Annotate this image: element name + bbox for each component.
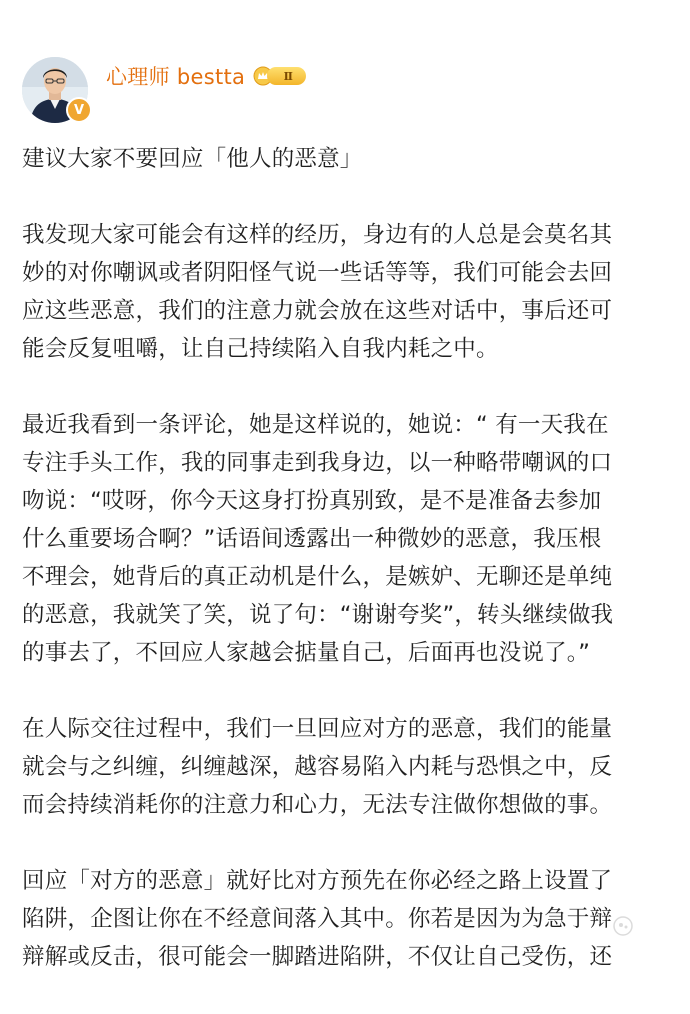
post-title: 建议大家不要回应「他人的恶意」 [22,146,363,172]
post-paragraph: 最近我看到一条评论，她是这样说的，她说：“ 有一天我在 专注手头工作，我的同事走到我身边，以一种略带嘲讽的口 吻说：“哎呀，你今天这身打扮真别致，是不是准备去参加 什么重要场合啊？”话语间透露出一种微妙的恶意，我压根 不理会，她背后的真正动机是什么，是嫉妒、无聊还是单纯 的恶意，我就笑了笑，说了句：“谢谢夸奖”，转头继续做我 的事去了，不回应人家越会掂量自己，后面再也没说了。” [22,412,614,666]
post-header [22,50,662,120]
author-name[interactable]: 心理师 bestta [106,65,246,89]
author-avatar[interactable] [22,57,88,123]
post-paragraph: 在人际交往过程中，我们一旦回应对方的恶意，我们的能量 就会与之纠缠，纠缠越深，越容易陷入内耗与恐惧之中，反 而会持续消耗你的注意力和心力，无法专注做你想做的事。 [22,716,613,818]
post-paragraph: 我发现大家可能会有这样的经历，身边有的人总是会莫名其 妙的对你嘲讽或者阴阳怪气说一些话等等，我们可能会去回 应这些恶意，我们的注意力就会放在这些对话中，事后还可 能会反复咀嚼，让自己持续陷入自我内耗之中。 [22,222,613,362]
level-badge [253,66,306,86]
post-paragraph: 回应「对方的恶意」就好比对方预先在你必经之路上设置了 陷阱，企图让你在不经意间落入其中。你若是因为为急于辩 辩解或反击，很可能会一脚踏进陷阱，不仅让自己受伤，还 [22,868,613,970]
post-body [22,140,670,1014]
watermark-icon [612,915,634,937]
level-number: Ⅱ [267,67,306,85]
verified-icon: V [66,97,92,123]
author-line [106,60,306,92]
